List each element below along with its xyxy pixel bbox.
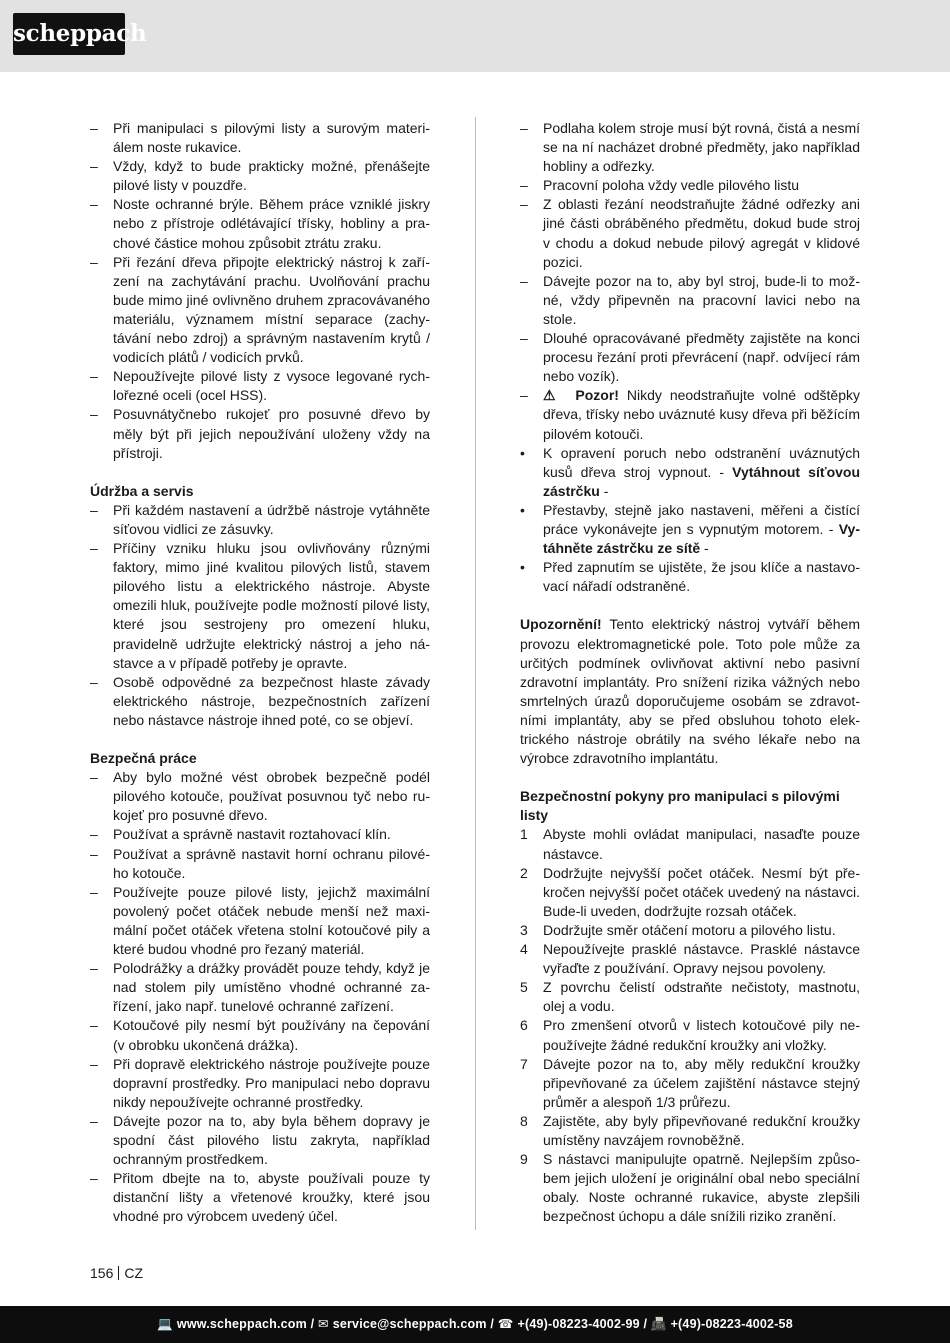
right-column: [520, 119, 860, 1226]
list-item: – Dlouhé opracovávané předměty zajistěte na konci procesu řezání proti převrácení (např. odvíjecí rám nebo vozík).: [520, 330, 860, 385]
phone-icon: ☎: [497, 1317, 514, 1331]
dash-list: [90, 119, 430, 463]
section-heading-maintenance: Údržba a servis: [90, 482, 194, 499]
numbered-item: 5 Z povrchu čelistí odstraňte nečistoty, mastnotu, olej a vodu.: [520, 979, 860, 1015]
contact-footer: 💻 www.scheppach.com / ✉ service@scheppach.com / ☎ +(49)-08223-4002-99 / 📠 +(49)-08223-4002-58: [0, 1306, 950, 1343]
list-item: – Noste ochranné brýle. Během práce vzniklé jiskry nebo z přístroje odlétávající třísky, hobliny a prachové částice mohou způsobit ztrátu zraku.: [90, 196, 430, 251]
dash-list: [520, 119, 860, 444]
warning-triangle-icon: ⚠: [543, 387, 560, 404]
list-item: – Při dopravě elektrického nástroje používejte pouze dopravní prostředky. Pro manipulaci nebo dopravu nikdy nepoužívejte ochranné prostředky.: [90, 1055, 430, 1110]
list-item: – Vždy, když to bude prakticky možné, přenášejte pilové listy v pouzdře.: [90, 158, 430, 194]
numbered-item: 6 Pro zmenšení otvorů v listech kotoučové pily nepoužívejte žádné redukční kroužky ani vložky.: [520, 1017, 860, 1053]
left-column: [90, 119, 430, 1226]
warning-item: – ⚠ Pozor! Nikdy neodstraňujte volné odštěpky dřeva, třísky nebo uváznuté kusy dřeva při běžícím pilovém kotouči.: [520, 387, 860, 442]
list-item: – Při řezání dřeva připojte elektrický nástroj k zařízení na zachytávání prachu. Uvolňování prachu bude mimo jiné ovlivněno druhem zpracovávaného materiálu, významem místní separace (zachytávání nebo zdroj) a správným nastavením krytů / vodicích plátů / vodicích prvků.: [90, 253, 430, 366]
mail-icon: ✉: [318, 1317, 329, 1331]
numbered-item: 1 Abyste mohli ovládat manipulaci, nasaďte pouze nástavce.: [520, 826, 860, 862]
warning-label: Pozor!: [575, 387, 619, 404]
list-item: – Používejte pouze pilové listy, jejichž maximální povolený počet otáček nebude menší než maximální počet otáček vřetena stolní kotoučové pily a které budou vhodné pro řezaný materiál.: [90, 883, 430, 958]
list-item: – Posuvnátyčnebo rukojeť pro posuvné dřevo by měly být při jejich nepoužívání uloženy vždy na přístroji.: [90, 406, 430, 461]
list-item: – Z oblasti řezání neodstraňujte žádné odřezky ani jiné části obráběného předmětu, dokud bude stroj v chodu a dokud nebude pilový agregát v klidové pozici.: [520, 196, 860, 270]
numbered-list: [520, 825, 860, 1226]
section-heading-safe-work: Bezpečná práce: [90, 750, 197, 767]
numbered-item: 4 Nepoužívejte prasklé nástavce. Prasklé nástavce vyřaďte z používání. Opravy nejsou povoleny.: [520, 941, 860, 977]
list-item: – Používat a správně nastavit horní ochranu pilového kotouče.: [90, 845, 430, 881]
bullet-item: • K opravení poruch nebo odstranění uváznutých kusů dřeva stroj vypnout. - Vytáhnout síťovou zástrčku -: [520, 444, 861, 499]
list-item: – Při každém nastavení a údržbě nástroje vytáhněte síťovou vidlici ze zásuvky.: [90, 501, 430, 537]
page-number-divider: [118, 1266, 119, 1280]
dash-list: [90, 501, 430, 730]
computer-icon: 💻: [157, 1317, 173, 1331]
list-item: – Nepoužívejte pilové listy z vysoce legované rychlořezné oceli (ocel HSS).: [90, 368, 430, 404]
fax-icon: 📠: [650, 1317, 667, 1331]
list-item: – Osobě odpovědné za bezpečnost hlaste závady elektrického nástroje, bezpečnostních zařízení nebo nástavce nástroje ihned poté, co se objeví.: [90, 673, 430, 728]
numbered-item: 3 Dodržujte směr otáčení motoru a pilového listu.: [520, 921, 836, 938]
list-item: – Podlaha kolem stroje musí být rovná, čistá a nesmí se na ní nacházet drobné předměty, jako například hobliny a odřezky.: [520, 120, 860, 175]
list-item: – Při manipulaci s pilovými listy a surovým materiálem noste rukavice.: [90, 120, 430, 156]
list-item: – Polodrážky a drážky provádět pouze tehdy, když je nad stolem pily umístěno vhodné ochranné zařízení, jako např. tunelové ochranné zařízení.: [90, 960, 430, 1015]
list-item: – Přitom dbejte na to, abyste používali pouze ty distanční lišty a vřetenové kroužky, které jsou vhodné pro výrobcem uvedený účel.: [90, 1170, 430, 1225]
numbered-item: 7 Dávejte pozor na to, aby měly redukční kroužky připevňované za účelem zajištění nástavce stejný průměr a alespoň 1/3 průřezu.: [520, 1055, 860, 1110]
numbered-item: 8 Zajistěte, aby byly připevňované redukční kroužky umístěny navzájem rovnoběžně.: [520, 1112, 860, 1148]
bullet-item: • Přestavby, stejně jako nastaveni, měřeni a čistící práce vykonávejte jen s vypnutým motorem. - Vytáhněte zástrčku ze sítě -: [520, 501, 860, 557]
section-heading-blades: Bezpečnostní pokyny pro manipulaci s pilovými listy: [520, 788, 840, 824]
list-item: – Aby bylo možné vést obrobek bezpečně podél pilového kotouče, používat posuvnou tyč nebo rukojeť pro posuvné dřevo.: [90, 769, 430, 824]
list-item: – Pracovní poloha vždy vedle pilového listu: [520, 177, 800, 194]
dash-list: [90, 768, 430, 1226]
numbered-item: 9 S nástavci manipulujte opatrně. Nejlepším způsobem jejich uložení je originální obal nebo speciální obaly. Noste ochranné rukavice, abyste zlepšili bezpečnost úchopu a dále snížili riziko zranění.: [520, 1151, 860, 1225]
fax-number: +(49)-08223-4002-58: [670, 1317, 793, 1331]
page-header: [0, 0, 950, 72]
page-number: 156 CZ: [90, 1265, 144, 1281]
list-item: – Dávejte pozor na to, aby byla během dopravy je spodní část pilového listu zakryta, například ochranným prostředkem.: [90, 1112, 430, 1168]
column-divider: [475, 117, 476, 1230]
list-item: – Kotoučové pily nesmí být používány na čepování (v obrobku ukončená drážka).: [90, 1017, 430, 1053]
list-item: – Používat a správně nastavit roztahovací klín.: [90, 826, 391, 843]
bullet-list: [520, 444, 860, 597]
bullet-item: • Před zapnutím se ujistěte, že jsou klíče a nastavovací nářadí odstraněné.: [520, 559, 860, 595]
scheppach-logo: scheppach: [13, 13, 125, 55]
list-item: – Příčiny vzniku hluku jsou ovlivňovány různými faktory, mimo jiné kvalitou pilových listů, stavem pilového listu a elektrického nástroje. Abyste omezili hluk, používejte podle možností pilové listy, které jsou sestrojeny pro omezení hluku, pravidelně udržujte elektrický nástroj a jeho nástavce a v případě potřeby je opravte.: [90, 540, 430, 671]
email-link[interactable]: service@scheppach.com: [332, 1317, 487, 1331]
emf-notice: Upozornění! Tento elektrický nástroj vytváří během provozu elektromagnetické pole. Toto pole může za určitých podmínek ovlivňovat aktivní nebo pasivní zdravotní implantáty. Pro snížení rizika vážných nebo smrtelných úrazů doporučujeme osobám se zdravotními implantáty, aby se před obsluhou tohoto elektrického nástroje obrátily na svého lékaře nebo na výrobce zdravotního implantátu.: [520, 616, 860, 767]
numbered-item: 2 Dodržujte nejvyšší počet otáček. Nesmí být překročen nejvyšší počet otáček uvedený na nástavci. Bude-li uveden, dodržujte rozsah otáček.: [520, 864, 860, 919]
phone-number: +(49)-08223-4002-99: [517, 1317, 640, 1331]
list-item: – Dávejte pozor na to, aby byl stroj, bude-li to možné, vždy připevněn na pracovní lavici nebo na stole.: [520, 272, 860, 327]
website-link[interactable]: www.scheppach.com: [176, 1317, 307, 1331]
notice-label: Upozornění!: [520, 616, 602, 633]
